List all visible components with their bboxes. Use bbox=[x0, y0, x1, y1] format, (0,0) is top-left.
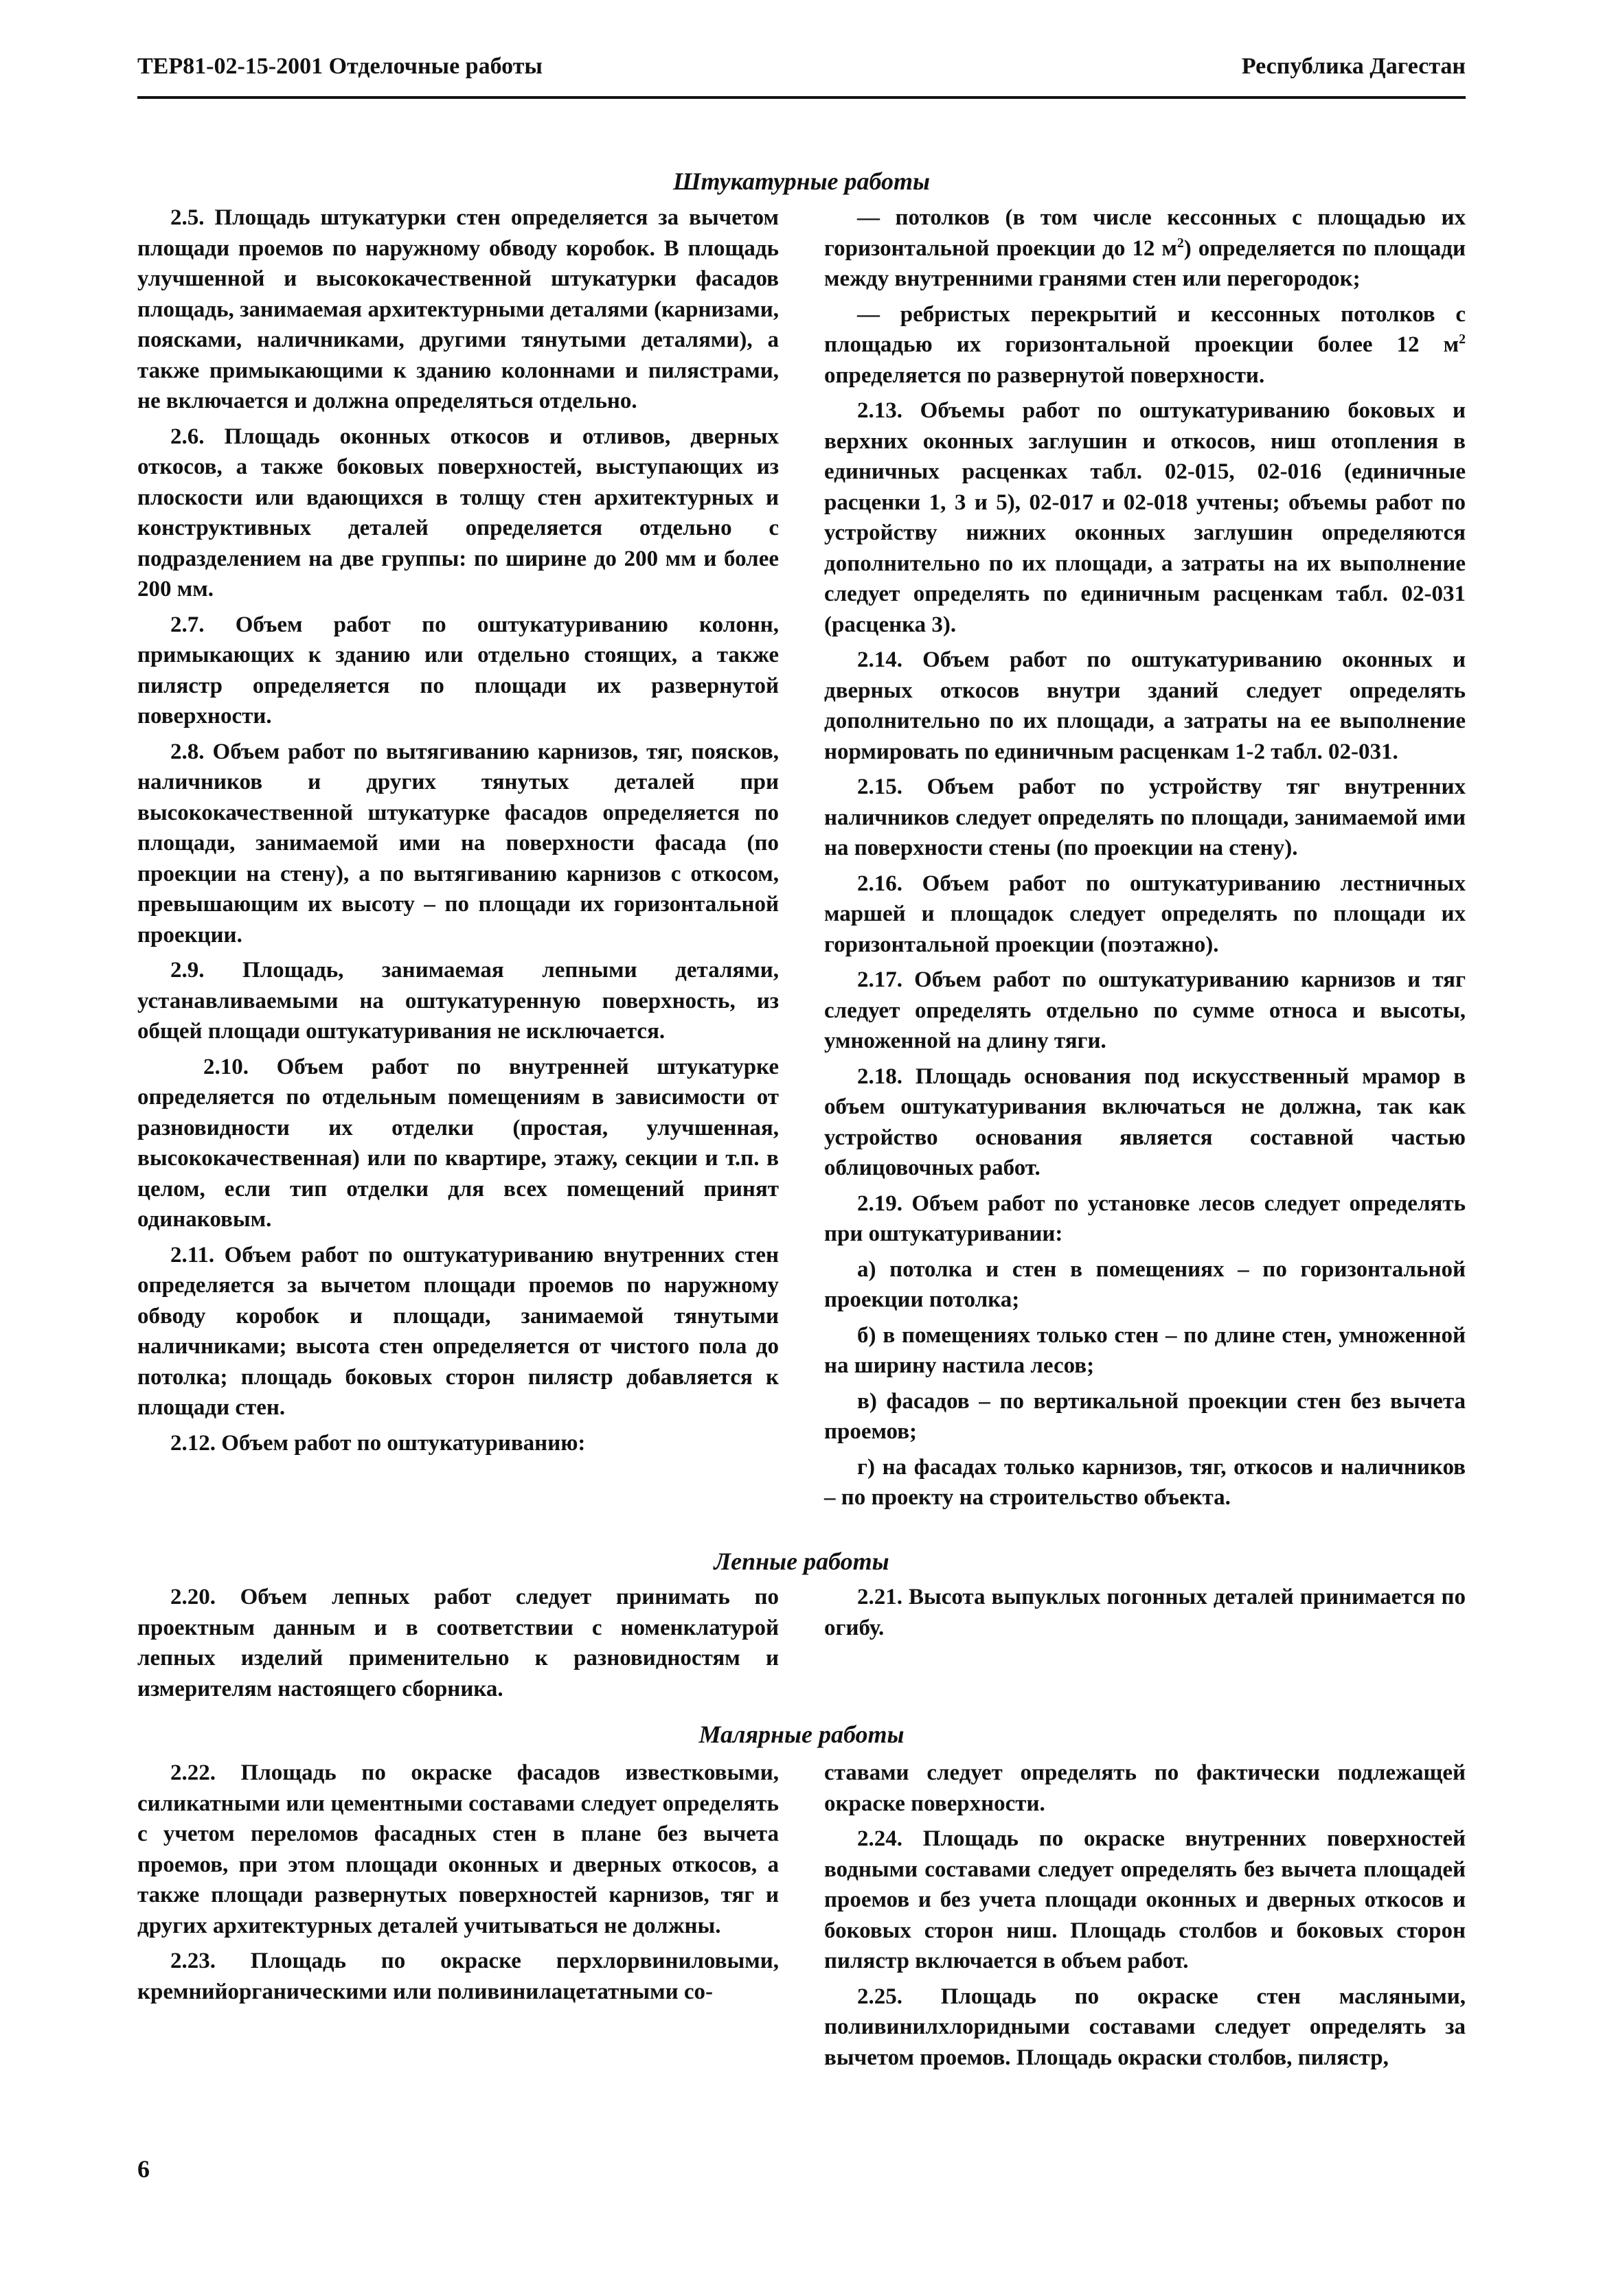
paragraph-2-23: 2.23. Площадь по окраске перхлорвиниловыми, кремнийорганическими или поливинилацетатными со- bbox=[137, 1949, 779, 2004]
paragraph-2-7: 2.7. Объем работ по оштукатуриванию колонн, примыкающих к зданию или отдельно стоящих, а также пилястр определяется по площади их развернутой поверхности. bbox=[137, 612, 779, 728]
paragraph-2-11: 2.11. Объем работ по оштукатуриванию внутренних стен определяется за вычетом площади проемов по наружному обводу коробок и площади, занимаемой тянутыми наличниками; высота стен определяется от чистого пола до потолка; площадь боковых сторон пилястр добавляется к площади стен. bbox=[137, 1242, 779, 1420]
paragraph-2-19-b: б) в помещениях только стен – по длине стен, умноженной на ширину настила лесов; bbox=[824, 1322, 1466, 1378]
paragraph-2-15: 2.15. Объем работ по устройству тяг внутренних наличников следует определять по площади, занимаемой ими на поверхности стены (по проекции на стену). bbox=[824, 774, 1466, 860]
molding-right-column bbox=[824, 1582, 1466, 1643]
header-document-code: ТЕР81-02-15-2001 Отделочные работы bbox=[137, 54, 543, 79]
page-number: 6 bbox=[137, 2155, 150, 2183]
section-title-painting: Малярные работы bbox=[698, 1721, 905, 1748]
molding-left-column bbox=[137, 1582, 779, 1704]
paragraph-2-16: 2.16. Объем работ по оштукатуриванию лестничных маршей и площадок следует определять по площади их горизонтальной проекции (поэтажно). bbox=[824, 871, 1466, 957]
paragraph-2-19-d: г) на фасадах только карнизов, тяг, откосов и наличников – по проекту на строительство объекта. bbox=[824, 1454, 1466, 1510]
section-title-plaster: Штукатурные работы bbox=[673, 168, 930, 195]
paragraph-ribbed: — ребристых перекрытий и кессонных потолков с площадью их горизонтальной проекции более 12 $м^2$ определяется по развернутой поверхности. bbox=[824, 301, 1466, 388]
paragraph-2-6: 2.6. Площадь оконных откосов и отливов, дверных откосов, а также боковых поверхностей, выступающих из плоскости или вдающихся в толщу стен архитектурных и конструктивных деталей определяется отдельно с подразделением на две группы: по ширине до 200 мм и более 200 мм. bbox=[137, 424, 779, 601]
plaster-left-column bbox=[137, 203, 779, 1458]
paragraph-2-19-a: а) потолка и стен в помещениях – по горизонтальной проекции потолка; bbox=[824, 1256, 1466, 1312]
paragraph-2-13: 2.13. Объемы работ по оштукатуриванию боковых и верхних оконных заглушин и откосов, ниш отопления в единичных расценках табл. 02-015, 02-016 (единичные расценки 1, 3 и 5), 02-017 и 02-018 учтены; объемы работ по устройству нижних оконных заглушин определяются дополнительно по их площади, а затраты на их выполнение следует определять по единичным расценкам табл. 02-031 (расценка 3). bbox=[824, 398, 1466, 637]
paragraph-2-19: 2.19. Объем работ по установке лесов следует определять при оштукатуривании: bbox=[824, 1191, 1466, 1246]
paragraph-2-18: 2.18. Площадь основания под искусственный мрамор в объем оштукатуривания включаться не должна, так как устройство основания является составной частью облицовочных работ. bbox=[824, 1064, 1466, 1180]
paragraph-2-25: 2.25. Площадь по окраске стен масляными, поливинилхлоридными составами следует определять за вычетом проемов. Площадь окраски столбов, пилястр, bbox=[824, 1984, 1466, 2070]
paragraph-2-5: 2.5. Площадь штукатурки стен определяется за вычетом площади проемов по наружному обводу коробок. В площадь улучшенной и высококачественной штукатурки фасадов площадь, занимаемая архитектурными деталями (карнизами, поясками, наличниками, другими тянутыми деталями), а также примыкающими к зданию колоннами и пилястрами, не включается и должна определяться отдельно. bbox=[137, 205, 779, 413]
paragraph-2-23-continued: ставами следует определять по фактически подлежащей окраске поверхности. bbox=[824, 1760, 1466, 1816]
paragraph-2-17: 2.17. Объем работ по оштукатуриванию карнизов и тяг следует определять отдельно по сумме относа и высоты, умноженной на длину тяги. bbox=[824, 967, 1466, 1053]
paragraph-2-12: 2.12. Объем работ по оштукатуриванию: bbox=[170, 1430, 586, 1456]
header-region: Республика Дагестан bbox=[1241, 54, 1466, 79]
paragraph-2-8: 2.8. Объем работ по вытягиванию карнизов, тяг, поясков, наличников и других тянутых деталей при высококачественной штукатурке фасадов определяется по площади, занимаемой ими на поверхности фасада (по проекции на стену), а по вытягиванию карнизов с откосом, превышающим их высоту – по площади их горизонтальной проекции. bbox=[137, 739, 779, 948]
paragraph-2-21: 2.21. Высота выпуклых погонных деталей принимается по огибу. bbox=[824, 1585, 1466, 1640]
header-rule bbox=[137, 96, 1466, 99]
paragraph-2-20: 2.20. Объем лепных работ следует принимать по проектным данным и в соответствии с номенклатурой лепных изделий применительно к разновидностям и измерителям настоящего сборника. bbox=[137, 1585, 779, 1701]
painting-right-column bbox=[824, 1758, 1466, 2073]
paragraph-2-22: 2.22. Площадь по окраске фасадов известковыми, силикатными или цементными составами следует определять с учетом переломов фасадных стен в плане без вычета проемов, при этом площади оконных и дверных откосов, а также площади развернутых поверхностей карнизов, тяг и других архитектурных деталей учитываться не должны. bbox=[137, 1760, 779, 1938]
plaster-right-column bbox=[824, 203, 1466, 1513]
paragraph-2-14: 2.14. Объем работ по оштукатуриванию оконных и дверных откосов внутри зданий следует определять дополнительно по их площади, а затраты на ее выполнение нормировать по единичным расценкам 1-2 табл. 02-031. bbox=[824, 647, 1466, 764]
paragraph-2-19-c: в) фасадов – по вертикальной проекции стен без вычета проемов; bbox=[824, 1388, 1466, 1444]
paragraph-2-10: 2.10. Объем работ по внутренней штукатурке определяется по отдельным помещениям в зависимости от разновидности их отделки (простая, улучшенная, высококачественная) или по квартире, этажу, секции и т.п. в целом, если тип отделки для всех помещений принят одинаковым. bbox=[137, 1054, 779, 1232]
paragraph-2-9: 2.9. Площадь, занимаемая лепными деталями, устанавливаемыми на оштукатуренную поверхность, из общей площади оштукатуривания не исключается. bbox=[137, 958, 779, 1044]
section-title-molding: Лепные работы bbox=[714, 1548, 889, 1575]
painting-left-column bbox=[137, 1758, 779, 2007]
paragraph-2-24: 2.24. Площадь по окраске внутренних поверхностей водными составами следует определять без вычета площадей проемов и без учета площади оконных и дверных откосов и боковых сторон ниш. Площадь столбов и боковых сторон пилястр включается в объем работ. bbox=[824, 1826, 1466, 1973]
paragraph-ceilings: — потолков (в том числе кессонных с площадью их горизонтальной проекции до 12 $м^2$) определяется по площади между внутренними гранями стен или перегородок; bbox=[824, 205, 1466, 291]
page-header bbox=[137, 54, 1466, 80]
